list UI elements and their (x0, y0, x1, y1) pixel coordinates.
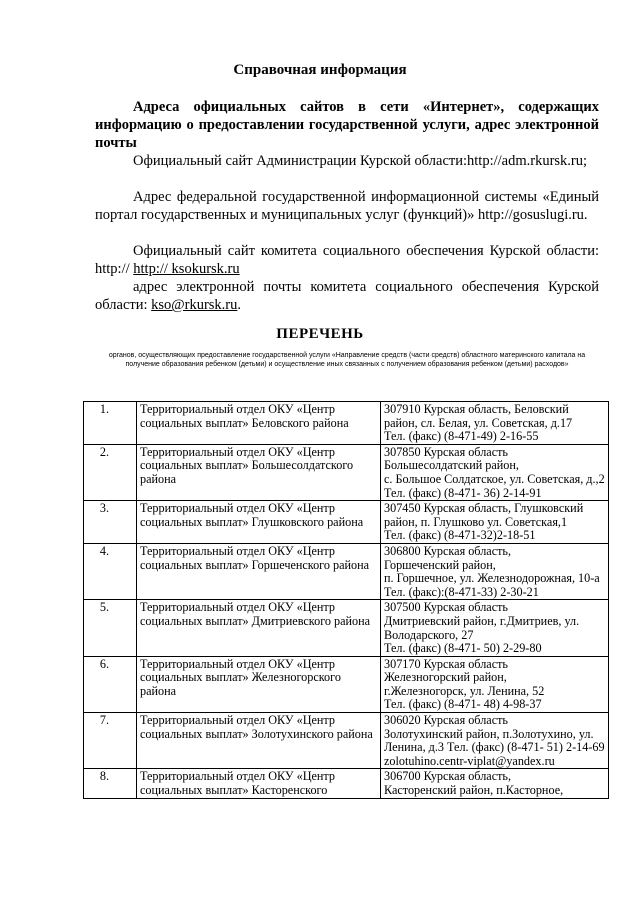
office-name: Территориальный отдел ОКУ «Центр социальных выплат» Глушковского района (137, 501, 381, 544)
office-address (381, 769, 609, 798)
office-address (381, 600, 609, 656)
address-line: 307450 Курская область, Глушковский район, п. Глушково ул. Советская,1 (384, 501, 584, 529)
row-number: 6. (84, 656, 137, 712)
address-line: г.Железногорск, ул. Ленина, 52 (384, 683, 545, 698)
committee-site-link[interactable]: http:// ksokursk.ru (133, 261, 240, 277)
office-name: Территориальный отдел ОКУ «Центр социальных выплат» Беловского района (137, 402, 381, 445)
address-line: Тел. (факс) (8-471- 50) 2-29-80 (384, 641, 542, 656)
offices-table-body (84, 402, 609, 799)
email-text: адрес электронной почты комитета социального обеспечения Курской области: kso@rkursk.ru. (95, 279, 599, 313)
office-address (381, 501, 609, 544)
federal-system-text: Адрес федеральной государственной информационной системы «Единый портал государственных и муниципальных услуг (функций)» http://gosuslugi.ru. (95, 189, 599, 223)
table-row (84, 543, 609, 599)
office-address (381, 713, 609, 769)
address-line: 307170 Курская область (384, 656, 508, 671)
address-line: Тел. (факс) (8-471-49) 2-16-55 (384, 429, 539, 444)
office-name: Территориальный отдел ОКУ «Центр социальных выплат» Касторенского (137, 769, 381, 798)
office-name: Территориальный отдел ОКУ «Центр социальных выплат» Большесолдатского района (137, 444, 381, 500)
address-line: Дмитриевский район, г.Дмитриев, ул. Володарского, 27 (384, 613, 580, 642)
table-row (84, 600, 609, 656)
row-number: 5. (84, 600, 137, 656)
table-row (84, 444, 609, 500)
office-address (381, 656, 609, 712)
table-row (84, 769, 609, 798)
page-title: Справочная информация (233, 62, 407, 78)
address-line: Золотухинский район, п.Золотухино, ул. Ленина, д.3 Тел. (факс) (8-471- 51) 2-14-69 (384, 726, 605, 755)
address-line: 307910 Курская область, Беловский район, сл. Белая, ул. Советская, д.17 (384, 402, 573, 430)
list-heading: ПЕРЕЧЕНЬ (276, 326, 364, 342)
address-line: Тел. (факс) (8-471- 48) 4-98-37 (384, 697, 542, 712)
address-line: Тел. (факс) (8-471-32)2-18-51 (384, 528, 536, 543)
address-line: 307500 Курская область (384, 600, 508, 615)
address-line: 306800 Курская область, (384, 543, 512, 558)
office-name: Территориальный отдел ОКУ «Центр социальных выплат» Дмитриевского района (137, 600, 381, 656)
row-number: 3. (84, 501, 137, 544)
address-line: Тел. (факс):(8-471-33) 2-30-21 (384, 584, 539, 599)
table-row (84, 402, 609, 445)
table-row (84, 713, 609, 769)
admin-site-text: Официальный сайт Администрации Курской области:http://adm.rkursk.ru; (133, 153, 588, 169)
address-line: Тел. (факс) (8-471- 36) 2-14-91 (384, 485, 542, 500)
office-address (381, 444, 609, 500)
office-name: Территориальный отдел ОКУ «Центр социальных выплат» Железногорского района (137, 656, 381, 712)
address-line: zolotuhino.centr-viplat@yandex.ru (384, 753, 555, 768)
row-number: 2. (84, 444, 137, 500)
list-subheading: органов, осуществляющих предоставление государственной услуги «Направление средств (части средств) областного материнского капитала на получение образования ребенком (детьми) и осуществление иных связанных с получением образования ребенком (детьми) расходов» (108, 352, 586, 368)
office-address (381, 402, 609, 445)
office-name: Территориальный отдел ОКУ «Центр социальных выплат» Горшеченского района (137, 543, 381, 599)
office-address (381, 543, 609, 599)
row-number: 8. (84, 769, 137, 798)
address-line: Касторенский район, п.Касторное, (384, 783, 564, 798)
address-line: 306700 Курская область, (384, 769, 512, 784)
address-line: п. Горшечное, ул. Железнодорожная, 10-а (384, 571, 600, 586)
table-row (84, 656, 609, 712)
address-line: с. Большое Солдатское, ул. Советская, д.,2 (384, 471, 605, 486)
email-link[interactable]: kso@rkursk.ru (151, 297, 238, 313)
address-line: 307850 Курская область Большесолдатский район, (384, 444, 519, 473)
address-line: Горшеченский район, (384, 557, 496, 572)
intro-heading: Адреса официальных сайтов в сети «Интернет», содержащих информацию о предоставлении государственной услуги, адрес электронной почты (95, 99, 599, 151)
table-row (84, 501, 609, 544)
committee-site-text: Официальный сайт комитета социального обеспечения Курской области: http:// http:// ksokursk.ru (95, 243, 599, 277)
address-line: Железногорский район, (384, 670, 507, 685)
office-name: Территориальный отдел ОКУ «Центр социальных выплат» Золотухинского района (137, 713, 381, 769)
row-number: 7. (84, 713, 137, 769)
address-line: 306020 Курская область (384, 713, 508, 728)
offices-table (83, 401, 609, 799)
row-number: 4. (84, 543, 137, 599)
row-number: 1. (84, 402, 137, 445)
